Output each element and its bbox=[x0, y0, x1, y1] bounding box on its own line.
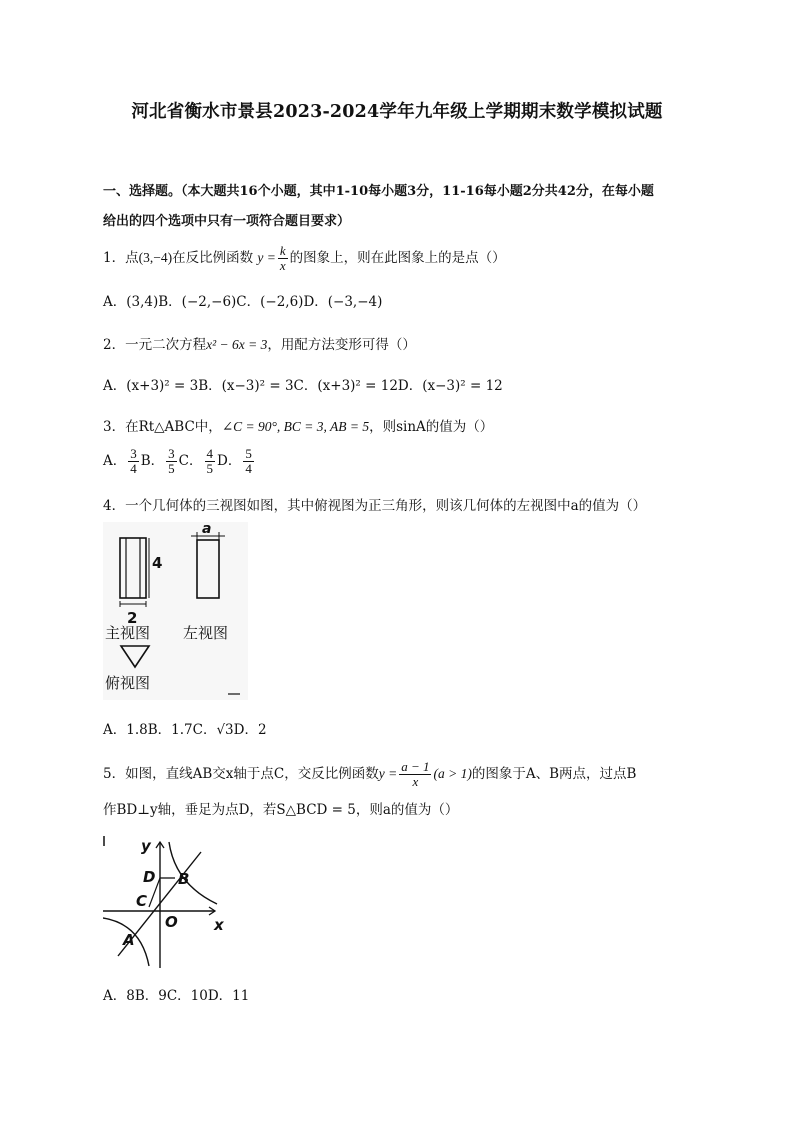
q1-prefix: 1．点 bbox=[103, 250, 139, 266]
question-1-stem bbox=[103, 244, 506, 273]
section-heading-line2: 给出的四个选项中只有一项符合题目要求） bbox=[103, 214, 351, 229]
q1-func-lhs: y = bbox=[257, 250, 276, 265]
q3-suffix: ，则sinA的值为（） bbox=[369, 419, 494, 435]
label-d: D bbox=[143, 868, 156, 886]
dimension-label-2: 2 bbox=[127, 609, 138, 627]
question-2-options: A．(x+3)² = 3B．(x−3)² = 3C．(x+3)² = 12D．(x−3)² = 12 bbox=[103, 378, 503, 394]
label-b: B bbox=[178, 870, 190, 888]
front-view-label: 主视图 bbox=[105, 624, 151, 642]
q5-frac-num: a − 1 bbox=[401, 759, 430, 774]
question-2-stem bbox=[103, 333, 416, 353]
q1-fraction bbox=[278, 244, 288, 273]
q5-func-lhs: y = bbox=[378, 766, 398, 781]
page-title: 河北省衡水市景县2023-2024学年九年级上学期期末数学模拟试题 bbox=[131, 102, 663, 122]
question-3-options bbox=[103, 447, 256, 476]
question-5-line2: 作BD⊥y轴，垂足为点D，若S△BCD = 5，则a的值为（） bbox=[103, 802, 459, 818]
q2-equation: x² − 6x = 3 bbox=[206, 337, 268, 352]
question-1-options: A．(3,4)B．(−2,−6)C．(−2,6)D．(−3,−4) bbox=[103, 294, 383, 310]
three-view-figure bbox=[103, 522, 248, 700]
q1-frac-num: k bbox=[279, 243, 286, 258]
question-4-options: A．1.8B．1.7C．√3D．2 bbox=[103, 722, 267, 738]
q3-frac-d: $\frac{5}{4}$ bbox=[245, 446, 252, 476]
question-3-stem bbox=[103, 415, 493, 435]
q3-opt-a: A． bbox=[103, 453, 127, 469]
label-c: C bbox=[136, 892, 148, 910]
hyperbola-figure bbox=[103, 828, 233, 973]
q2-prefix: 2．一元二次方程 bbox=[103, 337, 207, 353]
q5-fraction bbox=[399, 760, 431, 789]
q5-frac-den: x bbox=[412, 774, 419, 789]
q5-suffix: 的图象于A、B两点，过点B bbox=[471, 766, 637, 782]
label-a: A bbox=[123, 931, 135, 949]
q1-mid: 在反比例函数 bbox=[172, 250, 254, 266]
q1-frac-den: x bbox=[279, 258, 286, 273]
q1-suffix: 的图象上，则在此图象上的是点（） bbox=[289, 250, 506, 266]
left-view-label: 左视图 bbox=[183, 624, 229, 642]
question-5-stem bbox=[103, 760, 636, 789]
q1-point: (3,−4) bbox=[138, 250, 173, 265]
question-5-options: A．8B．9C．10D．11 bbox=[103, 988, 250, 1004]
hyperbola-branch-1 bbox=[169, 842, 217, 904]
q3-prefix: 3．在Rt△ABC中， bbox=[103, 419, 222, 435]
question-4-stem: 4．一个几何体的三视图如图，其中俯视图为正三角形，则该几何体的左视图中a的值为（） bbox=[103, 498, 647, 514]
label-o: O bbox=[165, 913, 178, 931]
label-x: x bbox=[214, 916, 224, 934]
q3-frac-b: $\frac{3}{5}$ bbox=[168, 446, 175, 476]
q3-frac-c: $\frac{4}{5}$ bbox=[206, 446, 214, 476]
q5-condition: (a > 1) bbox=[433, 766, 472, 781]
q5-prefix: 5．如图，直线AB交x轴于点C，交反比例函数 bbox=[103, 766, 379, 782]
q3-condition: ∠C = 90°, BC = 3, AB = 5 bbox=[221, 419, 370, 434]
q3-frac-a: $\frac{3}{4}$ bbox=[130, 446, 137, 476]
section-heading-line1: 一、选择题。（本大题共16个小题，其中1-10每小题3分，11-16每小题2分共42分，在每小题 bbox=[103, 184, 654, 199]
top-view-label: 俯视图 bbox=[105, 674, 151, 692]
label-y: y bbox=[141, 837, 151, 855]
q2-suffix: ，用配方法变形可得（） bbox=[267, 337, 416, 353]
q3-opt-b: B． bbox=[140, 453, 165, 469]
dimension-label-a: a bbox=[202, 522, 212, 537]
q3-opt-c: C． bbox=[178, 453, 203, 469]
dimension-label-4: 4 bbox=[152, 554, 163, 572]
q3-opt-d: D． bbox=[217, 453, 242, 469]
